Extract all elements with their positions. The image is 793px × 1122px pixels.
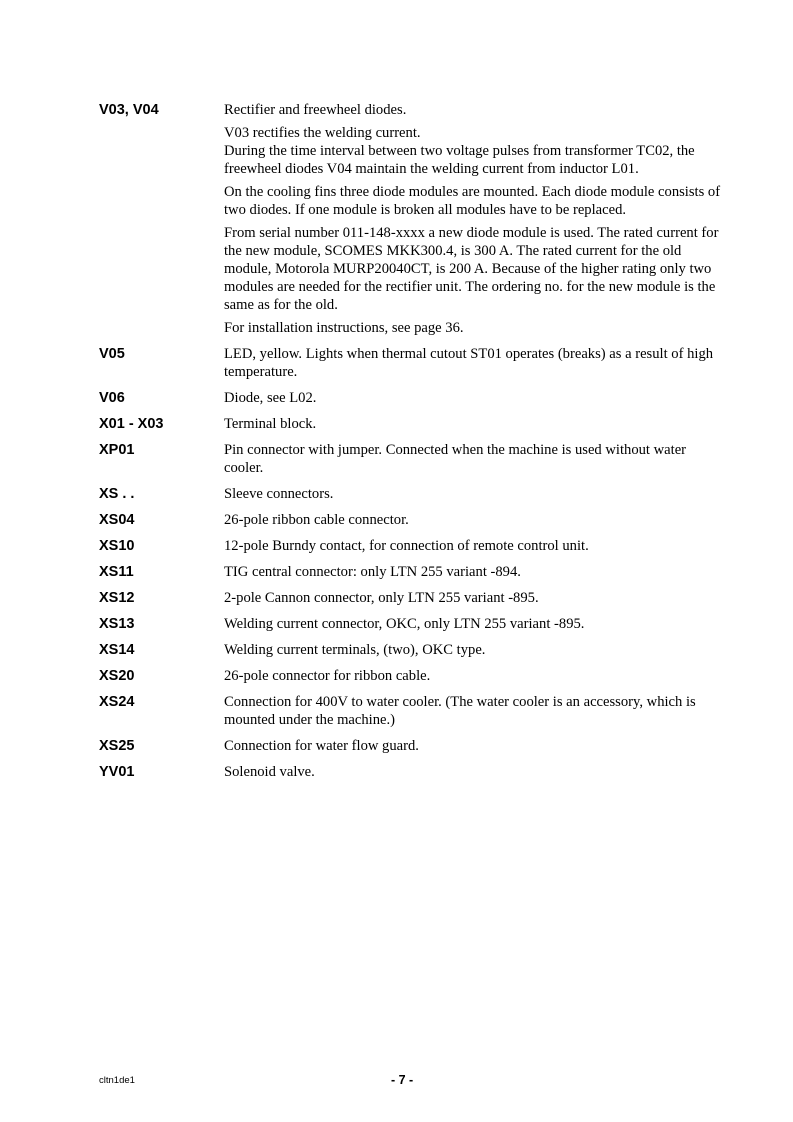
component-code: XS . . xyxy=(99,486,135,502)
component-entry xyxy=(99,563,739,581)
component-code: XS25 xyxy=(99,738,135,754)
component-description xyxy=(224,693,724,729)
description-paragraph: Diode, see L02. xyxy=(224,390,317,406)
component-description xyxy=(224,763,724,781)
description-paragraph: 26-pole connector for ribbon cable. xyxy=(224,668,431,684)
component-entry xyxy=(99,641,739,659)
description-paragraph: 26-pole ribbon cable connector. xyxy=(224,512,409,528)
component-code: XS11 xyxy=(99,564,134,580)
component-entry xyxy=(99,389,739,407)
component-description xyxy=(224,441,724,477)
component-code: XS24 xyxy=(99,694,135,710)
component-code: XS20 xyxy=(99,668,135,684)
description-paragraph: V03 rectifies the welding current. During the time interval between two voltage pulses from transformer TC02, the freewheel diodes V04 maintain the welding current from inductor L01. xyxy=(224,125,695,177)
description-paragraph: Welding current terminals, (two), OKC type. xyxy=(224,642,486,658)
component-description xyxy=(224,563,724,581)
component-description xyxy=(224,389,724,407)
component-entry xyxy=(99,615,739,633)
description-paragraph: Connection for water flow guard. xyxy=(224,738,419,754)
description-paragraph: Welding current connector, OKC, only LTN 255 variant -895. xyxy=(224,616,585,632)
component-code: XS13 xyxy=(99,616,135,632)
component-code: YV01 xyxy=(99,764,135,780)
component-entry xyxy=(99,693,739,729)
description-paragraph: Pin connector with jumper. Connected when the machine is used without water cooler. xyxy=(224,442,687,476)
description-paragraph: TIG central connector: only LTN 255 variant -894. xyxy=(224,564,521,580)
component-entry xyxy=(99,737,739,755)
component-code: XP01 xyxy=(99,442,135,458)
component-description xyxy=(224,101,724,337)
document-id: cltn1de1 xyxy=(99,1075,135,1086)
description-paragraph: On the cooling fins three diode modules are mounted. Each diode module consists of two diodes. If one module is broken all modules have to be replaced. xyxy=(224,184,721,218)
component-description xyxy=(224,737,724,755)
component-description xyxy=(224,485,724,503)
component-entry xyxy=(99,101,739,337)
component-list xyxy=(99,101,739,789)
component-code: V03, V04 xyxy=(99,102,159,118)
component-entry xyxy=(99,763,739,781)
description-paragraph: Terminal block. xyxy=(224,416,317,432)
component-code: V06 xyxy=(99,390,125,406)
component-description xyxy=(224,641,724,659)
component-entry xyxy=(99,415,739,433)
component-code: XS12 xyxy=(99,590,135,606)
description-paragraph: For installation instructions, see page 36. xyxy=(224,320,464,336)
description-paragraph: LED, yellow. Lights when thermal cutout ST01 operates (breaks) as a result of high temperature. xyxy=(224,346,714,380)
component-code: V05 xyxy=(99,346,125,362)
component-entry xyxy=(99,667,739,685)
description-paragraph: Solenoid valve. xyxy=(224,764,315,780)
component-description xyxy=(224,615,724,633)
component-description xyxy=(224,537,724,555)
component-description xyxy=(224,667,724,685)
component-code: XS14 xyxy=(99,642,135,658)
description-paragraph: From serial number 011-148-xxxx a new diode module is used. The rated current for the new module, SCOMES MKK300.4, is 300 A. The rated current for the old module, Motorola MURP20040CT, is 200 A. Because of the higher rating only two modules are needed for the rectifier unit. The ordering no. for the new module is the same as for the old. xyxy=(224,225,719,313)
component-description xyxy=(224,415,724,433)
component-description xyxy=(224,589,724,607)
component-entry xyxy=(99,589,739,607)
component-description xyxy=(224,345,724,381)
component-entry xyxy=(99,441,739,477)
description-paragraph: 12-pole Burndy contact, for connection of remote control unit. xyxy=(224,538,589,554)
component-entry xyxy=(99,511,739,529)
description-paragraph: Connection for 400V to water cooler. (The water cooler is an accessory, which is mounted under the machine.) xyxy=(224,694,696,728)
component-code: X01 - X03 xyxy=(99,416,164,432)
component-entry xyxy=(99,345,739,381)
description-paragraph: Rectifier and freewheel diodes. xyxy=(224,102,407,118)
component-entry xyxy=(99,537,739,555)
component-entry xyxy=(99,485,739,503)
component-description xyxy=(224,511,724,529)
component-code: XS10 xyxy=(99,538,135,554)
page-number: - 7 - xyxy=(391,1073,414,1087)
description-paragraph: 2-pole Cannon connector, only LTN 255 variant -895. xyxy=(224,590,539,606)
description-paragraph: Sleeve connectors. xyxy=(224,486,334,502)
component-code: XS04 xyxy=(99,512,135,528)
